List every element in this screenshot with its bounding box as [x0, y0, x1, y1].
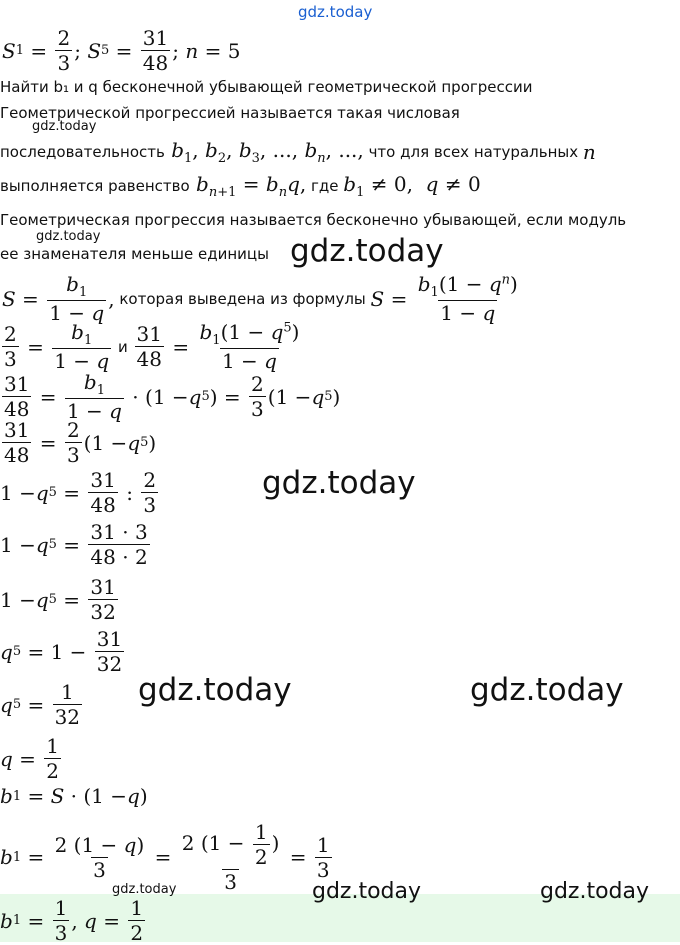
watermark: gdz.today — [112, 882, 177, 897]
sum-formula: S = $\frac{b_1}{1 - q}$ , которая выведена из формулы S = $\frac{b_1(1 - q^n)}{1 - q}$ — [2, 272, 518, 325]
equation-line-9: q = $\frac{1}{2}$ — [0, 734, 60, 783]
equation-line-4: 1 − q 5 = $\frac{31}{48}$ : $\frac{2}{3}$ — [0, 468, 157, 517]
watermark: gdz.today — [32, 119, 97, 134]
answer-line: b 1 = $\frac{1}{3}$ , q = $\frac{1}{2}$ — [0, 896, 144, 945]
definition-line-5: ее знаменателя меньше единицы — [0, 245, 269, 263]
watermark: gdz.today — [290, 233, 444, 269]
watermark: gdz.today — [138, 672, 292, 708]
definition-line-2: последовательность $b_1$, $b_2$, $b_3$, ..., $b_n$, ..., что для всех натуральных n — [0, 138, 596, 166]
equation-line-11: b 1 = $\frac{2 (1 - q)}{3}$ = 2 (1 − $\frac{1}{2}$ ) 3 = $\frac{1}{3}$ — [0, 820, 330, 894]
equation-line-7: q 5 = 1 − $\frac{31}{32}$ — [0, 627, 123, 676]
given-n: 5 — [227, 38, 241, 63]
watermark: gdz.today — [36, 229, 101, 244]
definition-line-3: выполняется равенство $b_{n+1} = b_nq$, где $b_1 \ne 0$, q ≠ 0 — [0, 172, 481, 200]
equation-line-8: q 5 = $\frac{1}{32}$ — [0, 680, 81, 729]
definition-line-1: Геометрической прогрессией называется такая числовая — [0, 104, 460, 122]
watermark: gdz.today — [470, 672, 624, 708]
watermark: gdz.today — [312, 879, 422, 904]
watermark: gdz.today — [540, 879, 650, 904]
task-text: Найти b₁ и q бесконечной убывающей геометрической прогрессии — [0, 78, 533, 96]
equation-line-6: 1 − q 5 = $\frac{31}{32}$ — [0, 575, 116, 624]
definition-line-4: Геометрическая прогрессия называется бесконечно убывающей, если модуль — [0, 211, 627, 229]
equation-line-2: $\frac{31}{48}$ = $\frac{b_1}{1 - q}$ · (1 − q 5 ) = $\frac{2}{3}$ (1 − q 5 ) — [4, 370, 341, 423]
equation-line-5: 1 − q 5 = $\frac{31 \cdot 3}{48 \cdot 2}$ — [0, 520, 148, 569]
equations-line-1: $\frac{2}{3}$ = $\frac{b_1}{1 - q}$ и $\frac{31}{48}$ = $\frac{b_1(1 - q^5)}{1 - q}$ — [4, 320, 300, 373]
watermark: gdz.today — [262, 465, 416, 501]
watermark-top: gdz.today — [298, 3, 373, 21]
equation-line-10: b 1 = S · (1 − q ) — [0, 784, 148, 808]
given-line: S 1 = $\frac{2}{3}$ ; S 5 = $\frac{31}{48}$ ; n = 5 — [2, 26, 241, 75]
equation-line-3: $\frac{31}{48}$ = $\frac{2}{3}$ (1 − q 5 ) — [4, 418, 157, 467]
